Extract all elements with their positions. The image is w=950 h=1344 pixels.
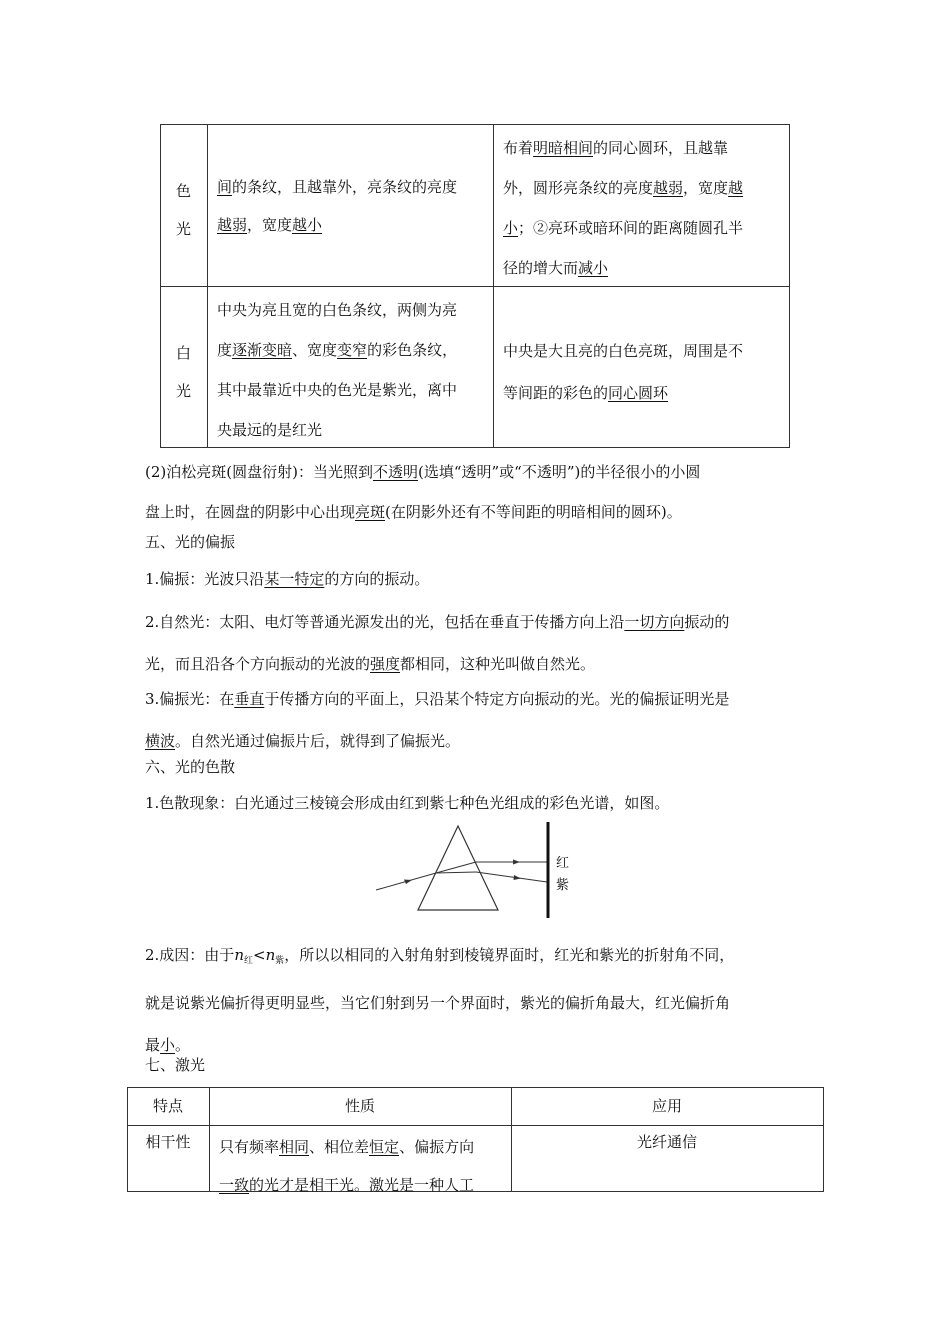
refracted-ray-violet [436,872,476,873]
dispersion-cause-paragraph: 2.成因：由于$n_红<n_紫$，所以以相同的入射角射到棱镜界面时，红光和紫光的折射角不同， 就是说紫光偏折得更明显些，当它们射到另一个界面时，紫光的偏折角最大，红光偏折角 最小。 [145,946,735,1054]
table-border [160,124,790,125]
red-arrow [513,860,520,865]
row-head-white-light: 白 光 [176,344,192,400]
header-feature: 特点 [152,1097,183,1115]
section-7-title: 七、激光 [145,1056,206,1074]
row-head-color-light: 色 光 [176,182,192,238]
white-light-circular-hole-text: 中央是大且亮的白色亮斑，周围是不 等间距的彩色的同心圆环 [503,342,744,402]
table-border [207,124,208,448]
table-border [127,1125,824,1126]
dispersion-phenomenon: 1.色散现象：白光通过三棱镜会形成由红到紫七种色光组成的彩色光谱，如图。 [145,794,670,812]
poisson-spot-paragraph: (2)泊松亮斑(圆盘衍射)：当光照到不透明(选填“透明”或“不透明”)的半径很小的小圆 盘上时，在圆盘的阴影中心出现亮斑(在阴影外还有不等间距的明暗相间的圆环)。 [145,463,701,521]
incident-arrow [404,880,412,885]
refracted-ray-red [436,862,476,873]
red-label: 红 [556,856,570,871]
table-border [493,124,494,448]
header-property: 性质 [344,1097,375,1115]
emergent-ray-violet [476,872,547,882]
feature-coherence: 相干性 [145,1133,191,1151]
color-light-single-slit-text: 间的条纹，且越靠外，亮条纹的亮度 越弱，宽度越小 [217,178,458,234]
table-border [160,124,161,448]
table-border [789,124,790,448]
violet-label: 紫 [556,878,570,893]
section-6-title: 六、光的色散 [145,758,236,776]
header-application: 应用 [651,1097,682,1115]
polarization-definition: 1.偏振：光波只沿某一特定的方向的振动。 [145,570,430,588]
violet-arrow [514,875,522,880]
polarized-light-paragraph: 3.偏振光：在垂直于传播方向的平面上，只沿某个特定方向振动的光。光的偏振证明光是 横波。自然光通过偏振片后，就得到了偏振光。 [145,690,730,750]
application-fiber-communication: 光纤通信 [636,1133,697,1151]
prism-shape [418,826,498,910]
coherence-property-text: 只有频率相同、相位差恒定、偏振方向 一致的光才是相干光。激光是一种人工 [219,1138,475,1194]
white-light-single-slit-text: 中央为亮且宽的白色条纹，两侧为亮 度逐渐变暗、宽度变窄的彩色条纹， 其中最靠近中央的色光是紫光，离中 央最远的是红光 [217,301,458,439]
color-light-circular-hole-text: 布着明暗相间的同心圆环，且越靠 外，圆形亮条纹的亮度越弱，宽度越 小；②亮环或暗环间的距离随圆孔半 径的增大而减小 [503,139,744,277]
table-border [127,1087,824,1088]
section-5-title: 五、光的偏振 [145,533,236,551]
table-border [823,1087,824,1192]
natural-light-paragraph: 2.自然光：太阳、电灯等普通光源发出的光，包括在垂直于传播方向上沿一切方向振动的 光，而且沿各个方向振动的光波的强度都相同，这种光叫做自然光。 [145,613,730,673]
